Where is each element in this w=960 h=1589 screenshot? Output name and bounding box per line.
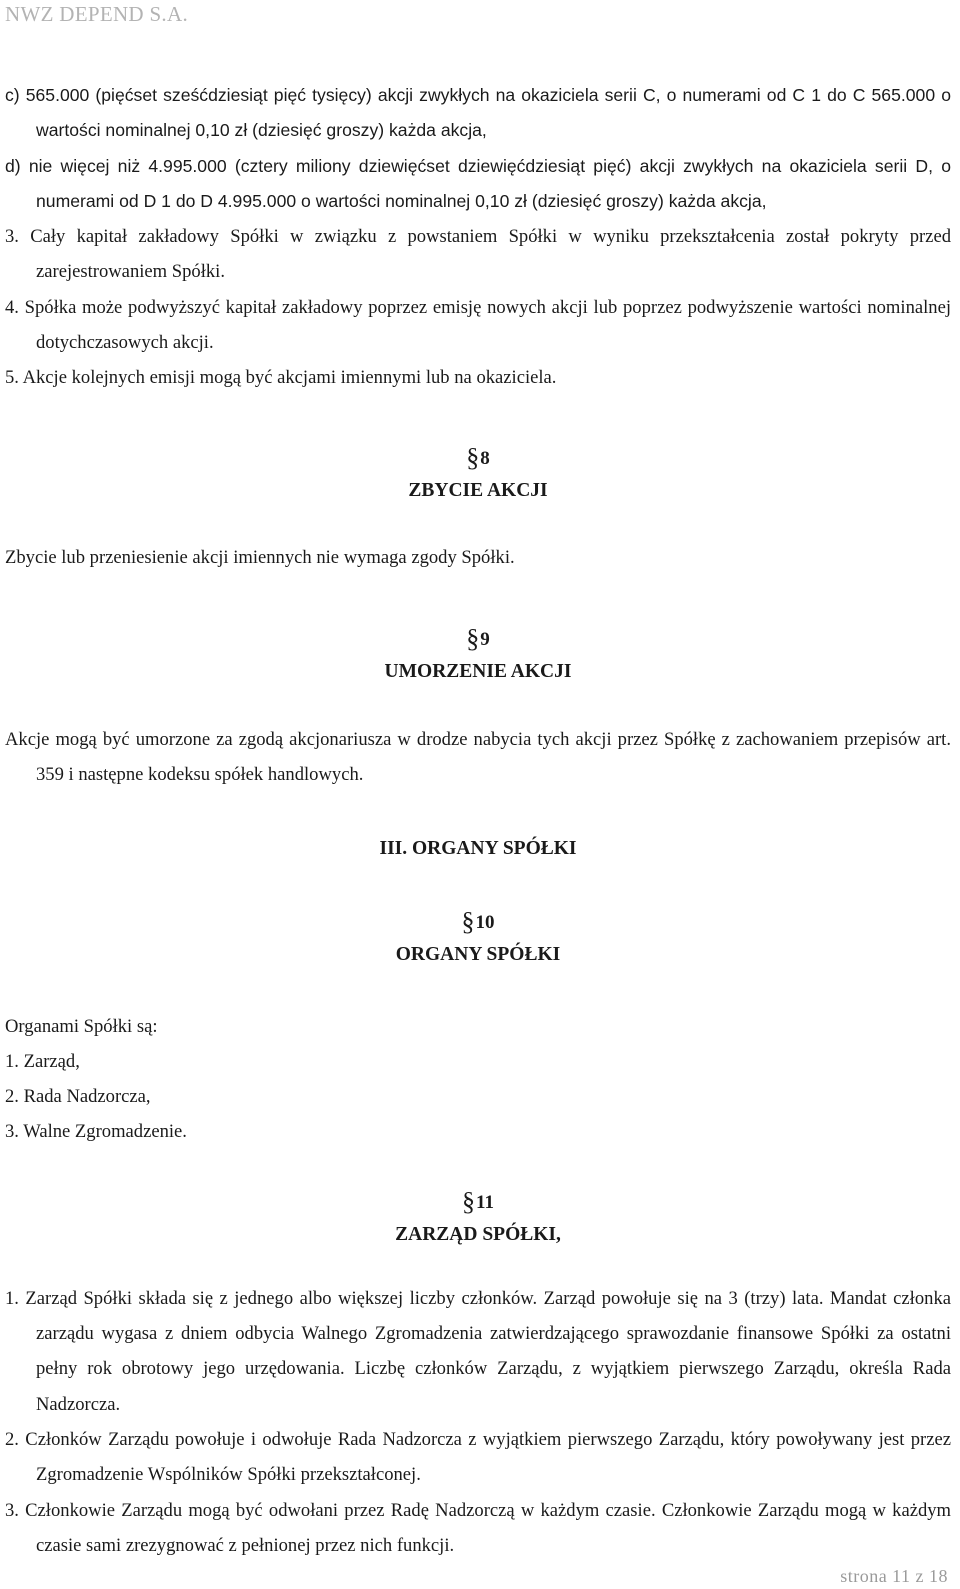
section-10-item-1: 1. Zarząd, xyxy=(5,1050,80,1072)
section-9-title: UMORZENIE AKCJI xyxy=(384,660,572,682)
section-symbol: § xyxy=(461,906,475,936)
section-8-number xyxy=(5,442,951,472)
page-number: strona 11 z 18 xyxy=(840,1566,948,1586)
section-10-intro: Organami Spółki są: xyxy=(5,1015,158,1037)
section-11-item-3: 3. Członkowie Zarządu mogą być odwołani przez Radę Nadzorczą w każdym czasie. Członkowie Zarządu mogą w każdym czasie sami zrezygnować z pełnionej przez nich funkcji. xyxy=(5,1499,951,1556)
list-item-3: 3. Cały kapitał zakładowy Spółki w związku z powstaniem Spółki w wyniku przekształcenia został pokryty przed zarejestrowaniem Spółki. xyxy=(5,226,951,283)
section-9-text: Akcje mogą być umorzone za zgodą akcjonariusza w drodze nabycia tych akcji przez Spółkę z zachowaniem przepisów art. 359 i następne kodeksu spółek handlowych. xyxy=(5,728,951,786)
section-number: 9 xyxy=(480,628,490,650)
section-10-item-2: 2. Rada Nadzorcza, xyxy=(5,1086,151,1108)
section-10-item-3: 3. Walne Zgromadzenie. xyxy=(5,1121,187,1143)
document-header: NWZ DEPEND S.A. xyxy=(5,2,188,26)
section-symbol: § xyxy=(466,442,480,472)
section-number: 11 xyxy=(476,1191,494,1213)
section-10-number xyxy=(5,906,951,936)
section-symbol: § xyxy=(462,1186,476,1216)
section-11-number xyxy=(5,1186,951,1216)
section-symbol: § xyxy=(466,623,480,653)
list-item-5: 5. Akcje kolejnych emisji mogą być akcjami imiennymi lub na okaziciela. xyxy=(5,367,557,389)
list-item-c: c) 565.000 (pięćset sześćdziesiąt pięć tysięcy) akcji zwykłych na okaziciela serii C, o numerami od C 1 do C 565.000 o wartości nominalnej 0,10 zł (dziesięć groszy) każda akcja, xyxy=(5,85,951,141)
section-11-item-1: 1. Zarząd Spółki składa się z jednego albo większej liczby członków. Zarząd powołuje się na 3 (trzy) lata. Mandat członka zarządu wygasa z dniem odbycia Walnego Zgromadzenia zatwierdzającego sprawozdanie finansowe Spółki za ostatni pełny rok obrotowy jego urzędowania. Liczbę członków Zarządu, z wyjątkiem pierwszego Zarządu, określa Rada Nadzorcza. xyxy=(5,1287,951,1415)
section-11-item-2: 2. Członków Zarządu powołuje i odwołuje Rada Nadzorcza z wyjątkiem pierwszego Zarządu, który powoływany jest przez Zgromadzenie Wspólników Spółki przekształconej. xyxy=(5,1428,951,1486)
chapter-3-title: III. ORGANY SPÓŁKI xyxy=(379,837,577,859)
section-number: 8 xyxy=(480,447,490,469)
section-10-title: ORGANY SPÓŁKI xyxy=(395,943,561,965)
list-item-4: 4. Spółka może podwyższyć kapitał zakładowy poprzez emisję nowych akcji lub poprzez podwyższenie wartości nominalnej dotychczasowych akcji. xyxy=(5,296,951,354)
section-8-text: Zbycie lub przeniesienie akcji imiennych nie wymaga zgody Spółki. xyxy=(5,546,515,568)
section-8-title: ZBYCIE AKCJI xyxy=(408,479,548,501)
section-11-title: ZARZĄD SPÓŁKI, xyxy=(395,1223,561,1245)
section-9-number xyxy=(5,623,951,653)
list-item-d: d) nie więcej niż 4.995.000 (cztery miliony dziewięćset dziewięćdziesiąt pięć) akcji zwykłych na okaziciela serii D, o numerami od D 1 do D 4.995.000 o wartości nominalnej 0,10 zł (dziesięć groszy) każda akcja, xyxy=(5,155,951,211)
section-number: 10 xyxy=(475,911,495,933)
document-body xyxy=(5,78,951,1563)
